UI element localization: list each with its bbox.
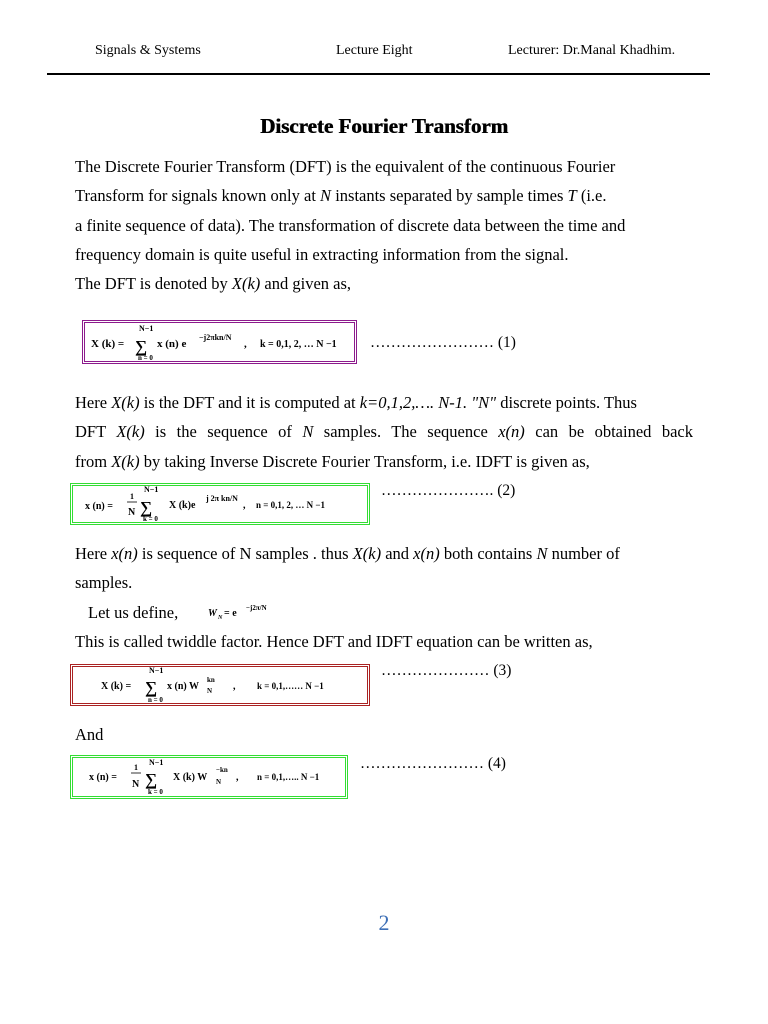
- svg-text:∑: ∑: [145, 678, 158, 697]
- svg-text:−j2πkn/N: −j2πkn/N: [199, 333, 232, 342]
- svg-text:,: ,: [244, 338, 247, 350]
- equation-2-ref: …………………. (2): [381, 482, 516, 499]
- para2-line-3: from X(k) by taking Inverse Discrete Fourier Transform, i.e. IDFT is given as,: [75, 451, 590, 471]
- equation-3-ref: ………………… (3): [381, 662, 512, 679]
- svg-text:k = 0: k = 0: [148, 788, 163, 796]
- equation-4-idft-twiddle: [70, 755, 348, 799]
- svg-text:n = 0: n = 0: [138, 354, 153, 361]
- svg-text:= e: = e: [224, 607, 237, 619]
- svg-text:N: N: [128, 507, 136, 518]
- intro-line-5: The DFT is denoted by X(k) and given as,: [75, 274, 352, 294]
- page-number: 2: [378, 910, 390, 935]
- svg-text:X (k)e: X (k)e: [169, 500, 196, 511]
- svg-text:j 2π kn/N: j 2π kn/N: [206, 494, 238, 503]
- svg-text:n = 0: n = 0: [148, 696, 163, 703]
- intro-paragraph: [75, 152, 693, 298]
- svg-text:,: ,: [233, 681, 236, 692]
- page-title: Discrete Fourier Transform: [259, 114, 509, 138]
- paragraph-3: [75, 539, 693, 656]
- svg-text:k = 0: k = 0: [143, 515, 158, 522]
- svg-text:x (n) =: x (n) =: [85, 501, 113, 512]
- svg-text:W: W: [208, 607, 217, 619]
- svg-text:,: ,: [236, 772, 239, 783]
- header-lecturer: Lecturer: Dr.Manal Khadhim.: [508, 43, 676, 58]
- svg-text:N: N: [132, 779, 140, 790]
- svg-text:N: N: [218, 614, 223, 621]
- svg-text:k = 0,1,…… N −1: k = 0,1,…… N −1: [257, 681, 324, 691]
- intro-line-4: frequency domain is quite useful in extracting information from the signal.: [75, 244, 569, 264]
- and-label: And: [75, 725, 104, 744]
- svg-text:X (k) =: X (k) =: [91, 338, 125, 350]
- svg-text:N−1: N−1: [139, 324, 154, 333]
- para2-line-1: Here X(k) is the DFT and it is computed at k=0,1,2,…. N-1. "N" discrete points. Thus: [75, 393, 637, 412]
- intro-line-1: The Discrete Fourier Transform (DFT) is the equivalent of the continuous Fourier: [75, 157, 616, 176]
- svg-text:x (n) e: x (n) e: [157, 338, 187, 350]
- equation-3-dft-twiddle: [70, 664, 370, 706]
- paragraph-2: [75, 388, 693, 476]
- svg-text:∑: ∑: [140, 498, 153, 517]
- svg-text:x (n) W: x (n) W: [167, 681, 200, 692]
- twiddle-factor-formula: [208, 600, 298, 622]
- svg-text:N−1: N−1: [144, 486, 159, 494]
- svg-text:1: 1: [130, 492, 134, 501]
- svg-text:X (k) =: X (k) =: [101, 681, 132, 692]
- svg-text:N: N: [216, 778, 222, 786]
- svg-text:X (k) W: X (k) W: [173, 772, 208, 783]
- svg-text:N−1: N−1: [149, 667, 164, 675]
- equation-1-ref: …………………… (1): [370, 334, 516, 351]
- equation-2-idft: [70, 483, 370, 525]
- svg-text:−kn: −kn: [216, 766, 228, 774]
- svg-text:,: ,: [243, 500, 246, 511]
- para3-line-4: This is called twiddle factor. Hence DFT and IDFT equation can be written as,: [75, 631, 593, 651]
- header-rule: [47, 73, 710, 75]
- para3-line-1: Here x(n) is sequence of N samples . thus X(k) and x(n) both contains N number of: [75, 544, 620, 563]
- svg-text:kn: kn: [207, 676, 215, 684]
- svg-text:k = 0,1, 2, … N −1: k = 0,1, 2, … N −1: [260, 339, 337, 350]
- svg-text:∑: ∑: [135, 337, 148, 356]
- svg-text:∑: ∑: [145, 770, 158, 789]
- equation-1-dft: [82, 320, 357, 364]
- header-course: Signals & Systems: [95, 43, 201, 58]
- svg-text:−j2π/N: −j2π/N: [246, 603, 267, 612]
- svg-text:x (n) =: x (n) =: [89, 772, 117, 783]
- svg-text:N−1: N−1: [149, 758, 164, 767]
- equation-4-ref: …………………… (4): [360, 755, 506, 772]
- svg-text:N: N: [207, 687, 213, 695]
- svg-text:1: 1: [134, 763, 138, 772]
- para2-line-2: DFT X(k) is the sequence of N samples. The sequence x(n) can be obtained back: [75, 422, 694, 442]
- para3-line-2: samples.: [75, 573, 133, 593]
- para3-line-3: Let us define, W N = e −j2π/N: [75, 598, 693, 627]
- svg-text:n = 0,1, 2, … N −1: n = 0,1, 2, … N −1: [256, 500, 326, 510]
- intro-line-2: Transform for signals known only at N instants separated by sample times T (i.e.: [75, 186, 607, 206]
- intro-line-3: a finite sequence of data). The transformation of discrete data between the time and: [75, 215, 626, 235]
- header-lecture: Lecture Eight: [336, 43, 413, 58]
- svg-text:n = 0,1,….. N −1: n = 0,1,….. N −1: [257, 772, 320, 782]
